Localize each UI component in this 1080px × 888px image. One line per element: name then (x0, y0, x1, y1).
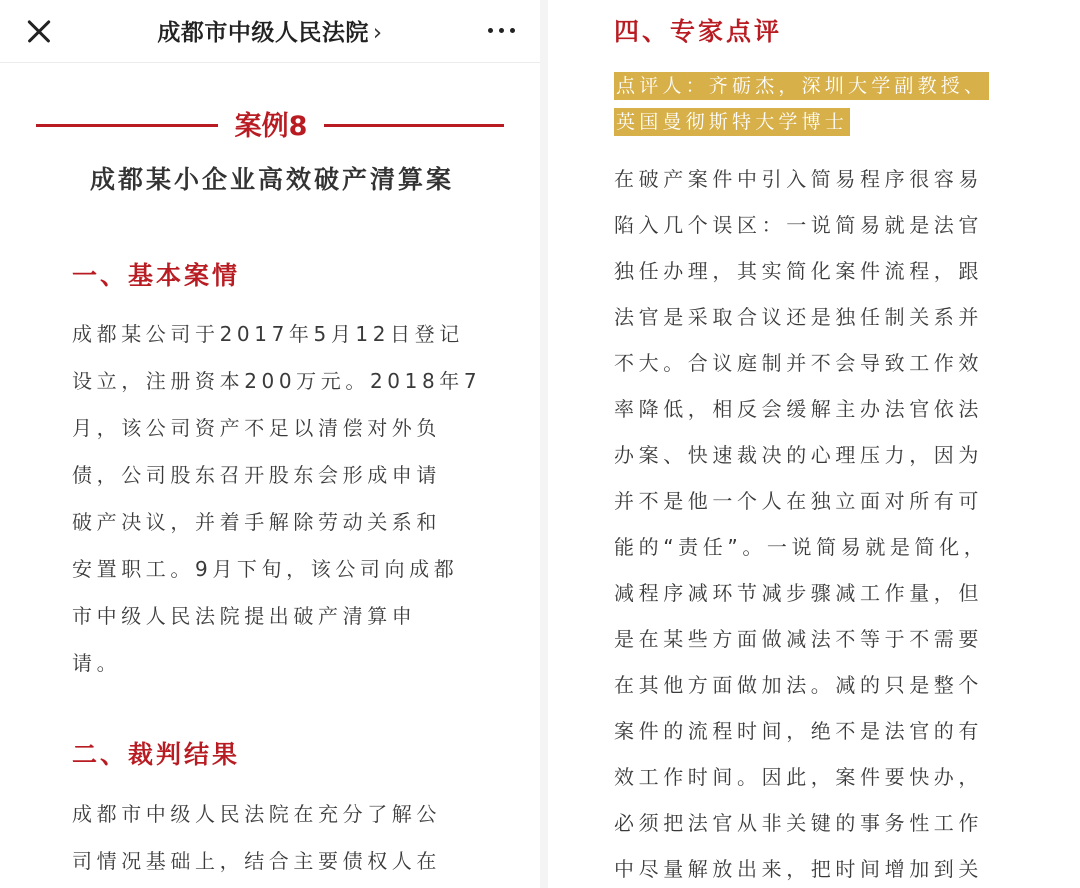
paragraph-line: 法官是采取合议还是独任制关系并 (614, 305, 983, 329)
banner-divider-left (36, 124, 218, 127)
paragraph-line: 能的“责任”。一说简易就是简化， (614, 535, 989, 559)
paragraph-line: 并不是他一个人在独立面对所有可 (614, 489, 983, 513)
paragraph-line: 设立，注册资本200万元。2018年7 (72, 369, 482, 393)
close-icon[interactable] (22, 14, 56, 48)
paragraph-line: 债，公司股东召开股东会形成申请 (72, 463, 441, 487)
account-title: 成都市中级人民法院 (157, 20, 369, 46)
paragraph-line: 率降低，相反会缓解主办法官依法 (614, 397, 983, 421)
paragraph-line: 独任办理，其实简化案件流程，跟 (614, 259, 983, 283)
section-heading-ruling: 二、裁判结果 (72, 740, 241, 769)
reviewer-highlight: 英国曼彻斯特大学博士 (614, 108, 850, 136)
paragraph-line: 陷入几个误区：一说简易就是法官 (614, 213, 983, 237)
paragraph-line: 中尽量解放出来，把时间增加到关 (614, 857, 983, 881)
paragraph-line: 在破产案件中引入简易程序很容易 (614, 167, 983, 191)
paragraph-line: 案件的流程时间，绝不是法官的有 (614, 719, 983, 743)
paragraph-line: 减程序减环节减步骤减工作量，但 (614, 581, 983, 605)
paragraph-line: 市中级人民法院提出破产清算申 (72, 604, 417, 628)
paragraph-line: 办案、快速裁决的心理压力，因为 (614, 443, 983, 467)
paragraph-line: 司情况基础上，结合主要债权人在 (72, 849, 441, 873)
paragraph-line: 月，该公司资产不足以清偿对外负 (72, 416, 441, 440)
paragraph-line: 请。 (72, 651, 122, 675)
panel-divider (540, 0, 548, 888)
paragraph-line: 是在某些方面做减法不等于不需要 (614, 627, 983, 651)
right-article-panel (548, 0, 1080, 888)
more-dots-icon[interactable] (484, 18, 520, 42)
paragraph-line: 在其他方面做加法。减的只是整个 (614, 673, 983, 697)
reviewer-highlight: 点评人：齐砺杰，深圳大学副教授、 (614, 72, 989, 100)
paragraph-line: 必须把法官从非关键的事务性工作 (614, 811, 983, 835)
top-navigation-bar (0, 0, 540, 63)
case-banner (36, 104, 504, 144)
chevron-right-icon: › (372, 20, 383, 46)
paragraph-line: 效工作时间。因此，案件要快办， (614, 765, 983, 789)
case-title: 成都某小企业高效破产清算案 (89, 165, 454, 194)
paragraph-line: 成都市中级人民法院在充分了解公 (72, 802, 441, 826)
paragraph-line: 破产决议，并着手解除劳动关系和 (72, 510, 441, 534)
case-number-label: 案例8 (234, 111, 308, 142)
paragraph-line: 不大。合议庭制并不会导致工作效 (614, 351, 983, 375)
paragraph-line: 安置职工。9月下旬，该公司向成都 (72, 557, 459, 581)
section-heading-basic-facts: 一、基本案情 (72, 261, 241, 290)
account-title-link[interactable] (120, 14, 420, 47)
banner-divider-right (324, 124, 504, 127)
paragraph-line: 成都某公司于2017年5月12日登记 (72, 322, 464, 346)
section-heading-expert-review: 四、专家点评 (614, 17, 783, 46)
